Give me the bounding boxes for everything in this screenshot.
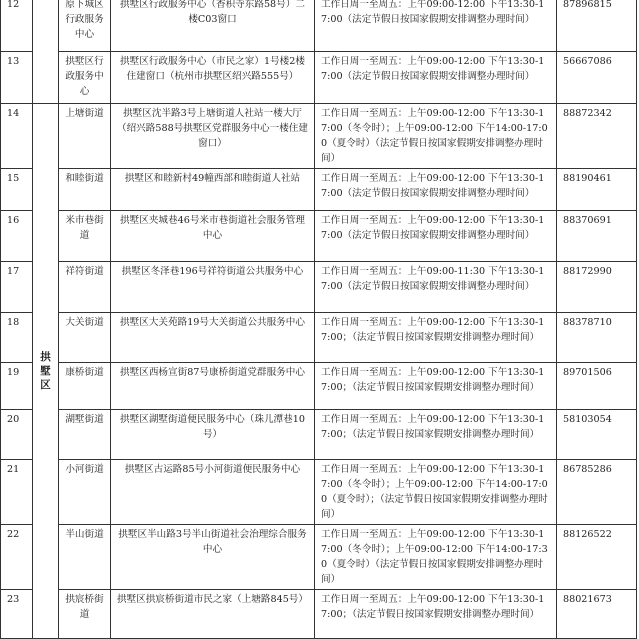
office-hours: 工作日周一至周五：上午09:00-12:00 下午13:30-17:00（法定节假日按国家假期安排调整办理时间）	[315, 169, 557, 211]
table-row	[1, 0, 637, 52]
office-name: 拱墅区行政服务中心	[59, 52, 111, 104]
office-hours: 工作日周一至周五：上午09:00-12:00 下午13:30-17:00（法定节假日按国家假期安排调整办理时间）	[315, 211, 557, 262]
office-name: 上塘街道	[59, 104, 111, 169]
table-row	[1, 525, 637, 590]
office-hours: 工作日周一至周五：上午09:00-12:00 下午13:30-17:00（冬令时）；上午09:00-12:00 下午14:00-17:00（夏令时）；（法定节假日按国家假期安排调整办理时间）	[315, 460, 557, 525]
office-name: 拱宸桥街道	[59, 590, 111, 639]
office-phone: 88378710	[557, 313, 637, 363]
row-number: 19	[1, 363, 33, 410]
row-number: 23	[1, 590, 33, 639]
table-row	[1, 52, 637, 104]
office-name: 原下城区行政服务中心	[59, 0, 111, 52]
office-name: 湖墅街道	[59, 410, 111, 460]
table-row	[1, 460, 637, 525]
office-address: 拱墅区行政服务中心（市民之家）1号楼2楼住建窗口（杭州市拱墅区绍兴路555号）	[111, 52, 315, 104]
office-name: 康桥街道	[59, 363, 111, 410]
office-address: 拱墅区沈半路3号上塘街道人社站一楼大厅（绍兴路588号拱墅区党群服务中心一楼住建窗口）	[111, 104, 315, 169]
office-phone: 88126522	[557, 525, 637, 590]
row-number: 16	[1, 211, 33, 262]
office-hours: 工作日周一至周五：上午09:00-12:00 下午13:30-17:00；（法定节假日按国家假期安排调整办理时间）	[315, 590, 557, 639]
office-hours: 工作日周一至周五：上午09:00-12:00 下午13:30-17:00；（法定节假日按国家假期安排调整办理时间）	[315, 410, 557, 460]
office-name: 和睦街道	[59, 169, 111, 211]
table-row	[1, 262, 637, 313]
row-number: 21	[1, 460, 33, 525]
office-phone: 56667086	[557, 52, 637, 104]
office-hours: 工作日周一至周五：上午09:00-12:00 下午13:30-17:00；（法定节假日按国家假期安排调整办理时间）	[315, 313, 557, 363]
table-row	[1, 590, 637, 639]
office-hours: 工作日周一至周五：上午09:00-11:30 下午13:30-17:00（法定节假日按国家假期安排调整办理时间）	[315, 262, 557, 313]
table-row	[1, 104, 637, 169]
table-row	[1, 363, 637, 410]
table-row	[1, 211, 637, 262]
table-row	[1, 410, 637, 460]
office-address: 拱墅区大关苑路19号大关街道公共服务中心	[111, 313, 315, 363]
row-number: 12	[1, 0, 33, 52]
row-number: 17	[1, 262, 33, 313]
office-phone: 88872342	[557, 104, 637, 169]
office-name: 半山街道	[59, 525, 111, 590]
table-row	[1, 313, 637, 363]
row-number: 18	[1, 313, 33, 363]
office-address: 拱墅区行政服务中心（香积寺东路58号）二楼C03窗口	[111, 0, 315, 52]
office-address: 拱墅区拱宸桥街道市民之家（上塘路845号）	[111, 590, 315, 639]
office-phone: 87896815	[557, 0, 637, 52]
office-phone: 88172990	[557, 262, 637, 313]
table-body	[1, 0, 637, 639]
row-number: 14	[1, 104, 33, 169]
office-address: 拱墅区冬泽巷196号祥符街道公共服务中心	[111, 262, 315, 313]
table-row	[1, 169, 637, 211]
row-number: 15	[1, 169, 33, 211]
office-name: 祥符街道	[59, 262, 111, 313]
office-phone: 89701506	[557, 363, 637, 410]
row-number: 22	[1, 525, 33, 590]
office-address: 拱墅区半山路3号半山街道社会治理综合服务中心	[111, 525, 315, 590]
office-name: 大关街道	[59, 313, 111, 363]
office-hours: 工作日周一至周五：上午09:00-12:00 下午13:30-17:00（冬令时）；上午09:00-12:00 下午14:00-17:30（夏令时）（法定节假日按国家假期安排调整办理时间）	[315, 525, 557, 590]
office-address: 拱墅区古运路85号小河街道便民服务中心	[111, 460, 315, 525]
office-address: 拱墅区湖墅街道便民服务中心（珠儿潭巷10号）	[111, 410, 315, 460]
office-name: 小河街道	[59, 460, 111, 525]
office-phone: 88021673	[557, 590, 637, 639]
row-number: 13	[1, 52, 33, 104]
row-number: 20	[1, 410, 33, 460]
office-hours: 工作日周一至周五：上午09:00-12:00 下午13:30-17:00（法定节假日按国家假期安排调整办理时间）	[315, 0, 557, 52]
office-phone: 58103054	[557, 410, 637, 460]
office-address: 拱墅区西杨宣街87号康桥街道党群服务中心	[111, 363, 315, 410]
office-hours: 工作日周一至周五：上午09:00-12:00 下午13:30-17:00（冬令时）；上午09:00-12:00 下午14:00-17:00（夏令时）（法定节假日按国家假期安排调整办理时间）	[315, 104, 557, 169]
office-hours: 工作日周一至周五：上午09:00-12:00 下午13:30-17:00；（法定节假日按国家假期安排调整办理时间）	[315, 363, 557, 410]
office-address: 拱墅区和睦新村49幢西部和睦街道人社站	[111, 169, 315, 211]
office-phone: 86785286	[557, 460, 637, 525]
office-hours: 工作日周一至周五：上午09:00-12:00 下午13:30-17:00（法定节假日按国家假期安排调整办理时间）	[315, 52, 557, 104]
district-cell	[33, 0, 59, 104]
office-address: 拱墅区夹城巷46号米市巷街道社会服务管理中心	[111, 211, 315, 262]
district-cell: 拱墅区	[33, 104, 59, 639]
office-name: 米市巷街道	[59, 211, 111, 262]
office-phone: 88370691	[557, 211, 637, 262]
office-phone: 88190461	[557, 169, 637, 211]
